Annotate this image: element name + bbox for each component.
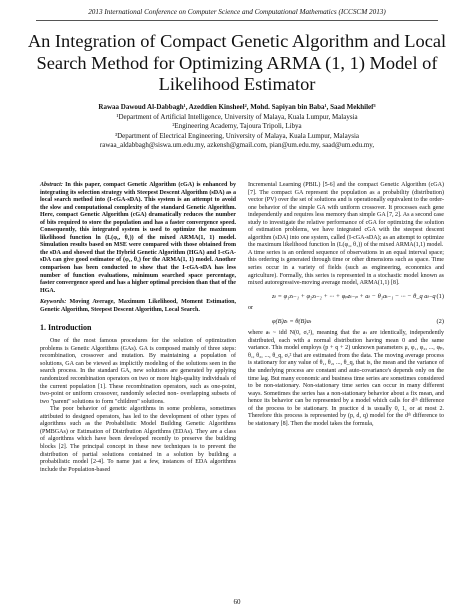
abstract: [40, 182, 236, 295]
author-block: [18, 103, 456, 151]
affiliation-3: ³Department of Electrical Engineering, University of Malaya, Kuala Lumpur, Malaysia: [114, 131, 359, 140]
abstract-text: In this paper, compact Genetic Algorithm (cGA) is enhanced by integrating its selection strategy with Steepest Descent Algorithm (sDA) as a local search method into (I-cGA-sDA). This system is an attempt to avoid the slow and computational complexity of the standard Genetic Algorithm. Here, compact Genetic Algorithm (cGA) dramatically reduces the number of bits required to store the population and has a faster convergence speed. Consequently, this integrated system is used to optimize the maximum likelihood function ln (L(φ₁, θ₁)) of the mixed ARMA(1, 1) model. Simulation results based on MSE were compared with those obtained from the sDA and showed that the Hybrid Genetic Algorithm (HGA) and I-cGA-sDA can give good estimator of (φ₁, θ₁) for the ARMA(1, 1) model. Another comparison has been conducted to show that the I-cGA-sDA has less number of function evaluations, minimum searched space percentage, faster convergence speed and has a higher optimal precision than that of the HGA.: [40, 182, 236, 294]
intro-paragraph-2: The poor behavior of genetic algorithms in some problems, sometimes attributed to designed operators, has led to the development of other types of algorithms such as the Probabilistic Model Building Genetic Algorithms (PMBGAs) or Estimation of Distribution Algorithms (EDAs). They are a class of algorithms which have been developed recently to preserve the building blocks [2]. The principal concept in these new techniques is to prevent the distribution of partial solutions contained in a solution by building a probabilistic model [2-4]. To name just a few, instances of EDA algorithms include the Population-based: [40, 406, 236, 473]
equation-or: or: [248, 305, 254, 312]
equation-2-number: (2): [436, 317, 444, 325]
paper-title: An Integration of Compact Genetic Algorithm and Local Search Method for Optimizing ARMA (1, 1) Model of Likelihood Estimator: [27, 31, 447, 94]
introduction-heading: 1. Introduction: [40, 323, 92, 333]
affiliation-2: ²Engineering Academy, Tajoura Tripoli, Libya: [172, 122, 302, 131]
abstract-label: Abstract:: [40, 182, 63, 188]
equation-1: [248, 293, 444, 301]
keywords-label: Keywords:: [40, 299, 67, 306]
keywords-text: Moving Average, Maximum Likelihood, Moment Estimation, Genetic Algorithm, Steepest Descent Algorithm, Local Search.: [40, 299, 237, 313]
equation-2: [248, 318, 444, 326]
affiliation-1: ¹Department of Artificial Intelligence, University of Malaya, Kuala Lumpur, Malaysia: [116, 112, 358, 121]
right-paragraph-3: where aₜ ~ idd N(0, σₐ²), meaning that the aₜ are identically, independently distributed, each with a normal distribution having mean 0 and the same variance. This model employs (p + q + 2) unknown parameters μ, φ₁, φ₂, ..., φₚ, θ₁, θ₂, ..., θ_q, σₐ² that are estimated from the data. The moving average process is stationary for any value of θ₁, θ₂, ..., θ_q, that is, the mean and the variance of the underlying process are constant and auto-covariance's depends only on the time lag. But many economic and business time series are sometimes considered to be non-stationary. Non-stationary time series can occur in many different ways. Sometimes the series has a non-stationary behavior about a fix mean, and hence its behavior can be represented by a model which calls for dᵗʰ difference of the process to be stationary. In practice d is usually 0, 1, or at most 2. Therefore this process is represented by (p, d, q) model for the dᵗʰ difference to be stationary [8]. Then the model takes the formula,: [248, 330, 444, 427]
author-names: Rawaa Dawoud Al-Dabbagh¹, Azeddien Kinsheel², Mohd. Sapiyan bin Baba¹, Saad Mekhilef³: [98, 103, 376, 111]
right-column: [248, 182, 444, 428]
intro-paragraph-1: One of the most famous procedures for the solution of optimization problems is Genetic Algorithms (GAs). GA is composed mainly of three steps: recombination, crossover and mutation. By maintaining a population of solutions, GA can be viewed as implicitly modeling of the solutions seen in the search process. In the standard GA, new solutions are generated by applying randomized recombination operators on two or more high-quality individuals of the current population [1]. These recombination operators, such as one-point, two-point or uniform crossover, randomly selected non- overlapping subsets of two "parent" solutions to form "children" solutions.: [40, 338, 236, 405]
right-paragraph-2: A time series is an ordered sequence of observations in an equal interval space; this ordering is generated through time or other dimensions such as space. Time series occur in a variety of fields (such as engineering, economics and agriculture). Formally, this series is represented in a stochastic model known as mixed autoregressive-moving average model, ARMA(1,1) [8].: [248, 249, 444, 287]
keywords: [40, 299, 236, 314]
right-paragraph-1: Incremental Learning (PBIL) [5-6] and the compact Genetic Algorithm (cGA) [7]. The compact GA represent the population as a probability (distribution) vector (PV) over the set of solutions and is operationally equivalent to the order-one behavior of the simple GA with uniform crossover. It processes each gene independently and requires less memory than simple GA [7, 2]. As a second case study to investigate the relative performance of cGA for optimizing the solution of estimation problems, we have integrated cGA with the steepest descent algorithm (sDA) into one system, called (I-cGA-sDA); as an attempt to optimize the maximum likelihood function ln (L(φ₁, θ₁)) of the mixed ARMA(1,1) model.: [248, 182, 444, 249]
header-divider: [36, 20, 438, 21]
equation-1-body: zₜ = φ₁zₜ₋₁ + φ₂zₜ₋₂ + ··· + φₚzₜ₋ₚ + aₜ − θ₁aₜ₋₁ − ··· − θ_q aₜ₋q: [272, 292, 436, 300]
page-number: 60: [233, 598, 241, 606]
author-emails: rawaa_aldabbagh@siswa.um.edu.my, azkensh@gmail.com, pian@um.edu.my, saad@um.edu.my,: [99, 141, 375, 150]
equation-2-body: φ(B)zₜ = θ(B)aₜ: [272, 317, 312, 325]
left-column: [40, 182, 236, 474]
conference-header: 2013 International Conference on Computer Science and Computational Mathematics (ICCSCM 2013): [88, 8, 386, 16]
equation-1-number: (1): [436, 292, 444, 300]
